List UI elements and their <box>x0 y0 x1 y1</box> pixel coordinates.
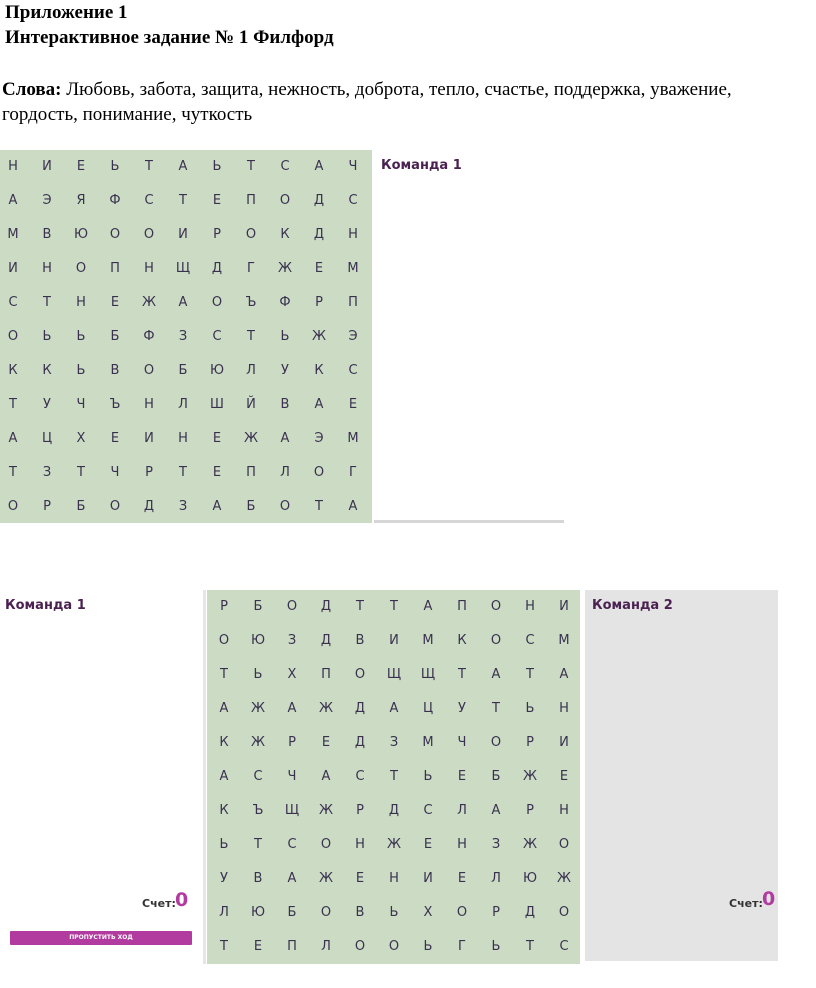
grid-letter-cell[interactable]: Н <box>525 599 535 614</box>
grid-letter-cell[interactable]: Д <box>388 803 400 818</box>
grid-letter-cell[interactable]: А <box>178 159 188 174</box>
grid-letter-cell[interactable]: А <box>178 295 188 310</box>
grid-letter-cell[interactable]: З <box>491 837 501 852</box>
grid-letter-cell[interactable]: Ъ <box>109 397 121 412</box>
grid-letter-cell[interactable]: П <box>457 599 467 614</box>
grid-letter-cell[interactable]: Т <box>43 295 51 310</box>
grid-letter-cell[interactable]: Ь <box>423 939 433 954</box>
grid-letter-cell[interactable]: Ж <box>556 871 571 886</box>
grid-letter-cell[interactable]: М <box>422 633 434 648</box>
grid-letter-cell[interactable]: Ч <box>76 397 86 412</box>
grid-letter-cell[interactable]: А <box>423 599 433 614</box>
grid-letter-cell[interactable]: Н <box>144 261 154 276</box>
grid-letter-cell[interactable]: Р <box>315 295 323 310</box>
grid-letter-cell[interactable]: Е <box>212 431 222 446</box>
grid-letter-cell[interactable]: Т <box>526 667 534 682</box>
grid-letter-cell[interactable]: Н <box>559 701 569 716</box>
grid-letter-cell[interactable]: З <box>287 633 297 648</box>
grid-letter-cell[interactable]: Ю <box>209 363 225 378</box>
grid-letter-cell[interactable]: Е <box>76 159 86 174</box>
grid-letter-cell[interactable]: О <box>456 905 468 920</box>
grid-letter-cell[interactable]: Е <box>110 295 120 310</box>
grid-letter-cell[interactable]: Ь <box>280 329 290 344</box>
grid-letter-cell[interactable]: Р <box>356 803 364 818</box>
grid-letter-cell[interactable]: Р <box>220 599 228 614</box>
grid-letter-cell[interactable]: Е <box>253 939 263 954</box>
grid-letter-cell[interactable]: Ь <box>76 363 86 378</box>
grid-letter-cell[interactable]: Ь <box>491 939 501 954</box>
grid-letter-cell[interactable]: К <box>457 633 467 648</box>
grid-letter-cell[interactable]: Б <box>287 905 297 920</box>
grid-letter-cell[interactable]: А <box>389 701 399 716</box>
grid-letter-cell[interactable]: У <box>43 397 51 412</box>
grid-letter-cell[interactable]: В <box>355 905 365 920</box>
grid-letter-cell[interactable]: Л <box>457 803 467 818</box>
grid-letter-cell[interactable]: У <box>281 363 289 378</box>
grid-letter-cell[interactable]: С <box>355 769 365 784</box>
grid-letter-cell[interactable]: Т <box>526 939 534 954</box>
grid-letter-cell[interactable]: Е <box>457 769 467 784</box>
grid-letter-cell[interactable]: К <box>314 363 324 378</box>
grid-letter-cell[interactable]: Ж <box>318 701 333 716</box>
grid-letter-cell[interactable]: Э <box>314 431 324 446</box>
grid-letter-cell[interactable]: А <box>287 701 297 716</box>
skip-turn-button[interactable]: ПРОПУСТИТЬ ХОД <box>10 931 192 945</box>
grid-letter-cell[interactable]: Ж <box>141 295 156 310</box>
grid-letter-cell[interactable]: У <box>458 701 466 716</box>
grid-letter-cell[interactable]: Х <box>76 431 86 446</box>
grid-letter-cell[interactable]: Ь <box>525 701 535 716</box>
grid-letter-cell[interactable]: Л <box>280 465 290 480</box>
grid-letter-cell[interactable]: О <box>354 667 366 682</box>
grid-letter-cell[interactable]: О <box>245 227 257 242</box>
grid-letter-cell[interactable]: К <box>219 803 229 818</box>
grid-letter-cell[interactable]: Ь <box>253 667 263 682</box>
grid-letter-cell[interactable]: Х <box>287 667 297 682</box>
grid-letter-cell[interactable]: Н <box>178 431 188 446</box>
grid-letter-cell[interactable]: О <box>388 939 400 954</box>
grid-letter-cell[interactable]: Е <box>423 837 433 852</box>
grid-letter-cell[interactable]: Р <box>526 803 534 818</box>
grid-letter-cell[interactable]: З <box>178 499 188 514</box>
grid-letter-cell[interactable]: Ъ <box>252 803 264 818</box>
grid-letter-cell[interactable]: И <box>423 871 433 886</box>
grid-letter-cell[interactable]: Ж <box>311 329 326 344</box>
grid-letter-cell[interactable]: С <box>8 295 18 310</box>
grid-letter-cell[interactable]: Д <box>320 633 332 648</box>
grid-letter-cell[interactable]: Ж <box>318 803 333 818</box>
grid-letter-cell[interactable]: Ь <box>42 329 52 344</box>
grid-letter-cell[interactable]: Т <box>356 599 364 614</box>
grid-letter-cell[interactable]: Т <box>390 599 398 614</box>
grid-letter-cell[interactable]: С <box>525 633 535 648</box>
grid-letter-cell[interactable]: Ж <box>522 837 537 852</box>
grid-letter-cell[interactable]: Б <box>253 599 263 614</box>
grid-letter-cell[interactable]: О <box>313 465 325 480</box>
grid-letter-cell[interactable]: А <box>314 397 324 412</box>
grid-letter-cell[interactable]: Л <box>219 905 229 920</box>
team-1-title: Команда 1 <box>5 598 86 613</box>
grid-letter-cell[interactable]: Г <box>458 939 466 954</box>
grid-letter-cell[interactable]: С <box>423 803 433 818</box>
grid-letter-cell[interactable]: Т <box>145 159 153 174</box>
word-list <box>2 77 802 127</box>
grid-letter-cell[interactable]: Ю <box>522 871 538 886</box>
grid-letter-cell[interactable]: Б <box>491 769 501 784</box>
team-1-score: 0 <box>175 889 189 911</box>
grid-letter-cell[interactable]: М <box>558 633 570 648</box>
grid-letter-cell[interactable]: И <box>559 599 569 614</box>
grid-letter-cell[interactable]: Д <box>524 905 536 920</box>
grid-letter-cell[interactable]: Д <box>313 193 325 208</box>
grid-letter-cell[interactable]: Л <box>178 397 188 412</box>
grid-letter-cell[interactable]: М <box>7 227 19 242</box>
grid-letter-cell[interactable]: О <box>286 599 298 614</box>
grid-letter-cell[interactable]: А <box>219 769 229 784</box>
grid-letter-cell[interactable]: Т <box>9 465 17 480</box>
grid-letter-cell[interactable]: Р <box>43 499 51 514</box>
grid-letter-cell[interactable]: Т <box>220 667 228 682</box>
grid-letter-cell[interactable]: Ч <box>457 735 467 750</box>
grid-letter-cell[interactable]: Э <box>42 193 52 208</box>
grid-letter-cell[interactable]: Д <box>211 261 223 276</box>
grid-letter-cell[interactable]: Т <box>9 397 17 412</box>
grid-letter-cell[interactable]: А <box>321 769 331 784</box>
grid-letter-cell[interactable]: Е <box>321 735 331 750</box>
grid-letter-cell[interactable]: П <box>287 939 297 954</box>
grid-letter-cell[interactable]: Ь <box>212 159 222 174</box>
grid-letter-cell[interactable]: П <box>348 295 358 310</box>
grid-letter-cell[interactable]: О <box>279 499 291 514</box>
grid-letter-cell[interactable]: Л <box>491 871 501 886</box>
grid-letter-cell[interactable]: А <box>8 431 18 446</box>
grid-letter-cell[interactable]: Д <box>354 735 366 750</box>
grid-letter-cell[interactable]: Р <box>213 227 221 242</box>
grid-letter-cell[interactable]: И <box>559 735 569 750</box>
grid-letter-cell[interactable]: О <box>109 227 121 242</box>
grid-letter-cell[interactable]: А <box>8 193 18 208</box>
letter-grid-1 <box>0 150 372 523</box>
grid-letter-cell[interactable]: П <box>246 193 256 208</box>
grid-letter-cell[interactable]: А <box>348 499 358 514</box>
grid-letter-cell[interactable]: С <box>144 193 154 208</box>
grid-letter-cell[interactable]: О <box>143 227 155 242</box>
appendix-title: Приложение 1 <box>5 2 128 23</box>
grid-letter-cell[interactable]: Г <box>247 261 255 276</box>
grid-letter-cell[interactable]: О <box>490 735 502 750</box>
grid-letter-cell[interactable]: О <box>558 905 570 920</box>
grid-letter-cell[interactable]: Я <box>76 193 86 208</box>
grid-letter-cell[interactable]: Е <box>110 431 120 446</box>
grid-letter-cell[interactable]: Л <box>246 363 256 378</box>
grid-letter-cell[interactable]: И <box>144 431 154 446</box>
grid-letter-cell[interactable]: В <box>355 633 365 648</box>
grid-letter-cell[interactable]: Д <box>143 499 155 514</box>
panel-divider <box>374 520 564 523</box>
grid-letter-cell[interactable]: О <box>320 837 332 852</box>
grid-letter-cell[interactable]: Н <box>8 159 18 174</box>
grid-letter-cell[interactable]: З <box>42 465 52 480</box>
grid-letter-cell[interactable]: А <box>314 159 324 174</box>
grid-letter-cell[interactable]: Ж <box>250 735 265 750</box>
grid-letter-cell[interactable]: Т <box>458 667 466 682</box>
grid-letter-cell[interactable]: Ч <box>110 465 120 480</box>
grid-letter-cell[interactable]: О <box>558 837 570 852</box>
grid-letter-cell[interactable]: С <box>280 159 290 174</box>
grid-letter-cell[interactable]: П <box>110 261 120 276</box>
grid-letter-cell[interactable]: Н <box>42 261 52 276</box>
grid-letter-cell[interactable]: М <box>347 431 359 446</box>
grid-letter-cell[interactable]: З <box>389 735 399 750</box>
grid-letter-cell[interactable]: М <box>422 735 434 750</box>
grid-letter-cell[interactable]: Ж <box>250 701 265 716</box>
grid-letter-cell[interactable]: А <box>559 667 569 682</box>
team-panel-1 <box>374 150 564 521</box>
grid-letter-cell[interactable]: Х <box>423 905 433 920</box>
grid-letter-cell[interactable]: Е <box>355 871 365 886</box>
grid-letter-cell[interactable]: О <box>143 363 155 378</box>
grid-letter-cell[interactable]: И <box>42 159 52 174</box>
grid-letter-cell[interactable]: П <box>321 667 331 682</box>
grid-letter-cell[interactable]: Щ <box>175 261 191 276</box>
grid-letter-cell[interactable]: К <box>8 363 18 378</box>
grid-letter-cell[interactable]: Щ <box>420 667 436 682</box>
grid-letter-cell[interactable]: В <box>280 397 290 412</box>
grid-letter-cell[interactable]: Ь <box>76 329 86 344</box>
grid-letter-cell[interactable]: Т <box>179 465 187 480</box>
grid-letter-cell[interactable]: К <box>42 363 52 378</box>
grid-letter-cell[interactable]: Е <box>348 397 358 412</box>
grid-letter-cell[interactable]: У <box>220 871 228 886</box>
grid-letter-cell[interactable]: О <box>211 295 223 310</box>
grid-letter-cell[interactable]: Т <box>247 329 255 344</box>
grid-letter-cell[interactable]: Ю <box>73 227 89 242</box>
grid-letter-cell[interactable]: Т <box>315 499 323 514</box>
grid-letter-cell[interactable]: Н <box>76 295 86 310</box>
task-title: Интерактивное задание № 1 Филфорд <box>5 27 334 48</box>
team-2-title: Команда 2 <box>592 598 673 613</box>
grid-letter-cell[interactable]: Р <box>288 735 296 750</box>
grid-letter-cell[interactable]: В <box>253 871 263 886</box>
grid-letter-cell[interactable]: А <box>491 803 501 818</box>
grid-letter-cell[interactable]: Н <box>457 837 467 852</box>
grid-letter-cell[interactable]: В <box>42 227 52 242</box>
grid-letter-cell[interactable]: Е <box>212 193 222 208</box>
grid-letter-cell[interactable]: А <box>491 667 501 682</box>
grid-letter-cell[interactable]: Э <box>348 329 358 344</box>
grid-letter-cell[interactable]: Й <box>246 397 256 412</box>
grid-letter-cell[interactable]: С <box>212 329 222 344</box>
grid-letter-cell[interactable]: А <box>212 499 222 514</box>
grid-letter-cell[interactable]: Е <box>314 261 324 276</box>
grid-letter-cell[interactable]: О <box>279 193 291 208</box>
grid-letter-cell[interactable]: С <box>559 939 569 954</box>
grid-letter-cell[interactable]: Ф <box>143 329 155 344</box>
grid-letter-cell[interactable]: О <box>490 633 502 648</box>
grid-letter-cell[interactable]: О <box>320 905 332 920</box>
grid-letter-cell[interactable]: К <box>219 735 229 750</box>
grid-letter-cell[interactable]: Г <box>349 465 357 480</box>
team-2-score: 0 <box>762 888 776 910</box>
grid-letter-cell[interactable]: Н <box>144 397 154 412</box>
grid-letter-cell[interactable]: Е <box>457 871 467 886</box>
grid-letter-cell[interactable]: Щ <box>284 803 300 818</box>
team-1-title: Команда 1 <box>381 158 462 173</box>
grid-letter-cell[interactable]: Н <box>348 227 358 242</box>
grid-letter-cell[interactable]: М <box>347 261 359 276</box>
grid-letter-cell[interactable]: Т <box>390 769 398 784</box>
grid-letter-cell[interactable]: Ж <box>522 769 537 784</box>
grid-letter-cell[interactable]: Б <box>76 499 86 514</box>
grid-letter-cell[interactable]: Ж <box>318 871 333 886</box>
grid-letter-cell[interactable]: Р <box>526 735 534 750</box>
grid-letter-cell[interactable]: Ж <box>277 261 292 276</box>
grid-letter-cell[interactable]: Т <box>220 939 228 954</box>
grid-letter-cell[interactable]: Д <box>320 599 332 614</box>
grid-letter-cell[interactable]: П <box>246 465 256 480</box>
grid-letter-cell[interactable]: Ч <box>348 159 358 174</box>
grid-letter-cell[interactable]: Ю <box>250 905 266 920</box>
grid-letter-cell[interactable]: В <box>110 363 120 378</box>
grid-letter-cell[interactable]: Б <box>110 329 120 344</box>
grid-letter-cell[interactable]: Н <box>559 803 569 818</box>
grid-letter-cell[interactable]: С <box>253 769 263 784</box>
grid-letter-cell[interactable]: О <box>75 261 87 276</box>
grid-letter-cell[interactable]: Р <box>145 465 153 480</box>
grid-letter-cell[interactable]: О <box>7 329 19 344</box>
grid-letter-cell[interactable]: Ч <box>287 769 297 784</box>
grid-letter-cell[interactable]: Ф <box>109 193 121 208</box>
grid-letter-cell[interactable]: Ь <box>423 769 433 784</box>
letter-grid-2 <box>207 590 580 964</box>
grid-letter-cell[interactable]: З <box>178 329 188 344</box>
grid-letter-cell[interactable]: Ж <box>386 837 401 852</box>
grid-letter-cell[interactable]: Т <box>247 159 255 174</box>
grid-letter-cell[interactable]: И <box>8 261 18 276</box>
grid-letter-cell[interactable]: Щ <box>386 667 402 682</box>
grid-letter-cell[interactable]: О <box>7 499 19 514</box>
grid-letter-cell[interactable]: Д <box>313 227 325 242</box>
grid-letter-cell[interactable]: Ю <box>250 633 266 648</box>
grid-letter-cell[interactable]: Н <box>355 837 365 852</box>
grid-letter-cell[interactable]: Т <box>77 465 85 480</box>
grid-letter-cell[interactable]: Ш <box>210 397 224 412</box>
grid-letter-cell[interactable]: С <box>287 837 297 852</box>
grid-letter-cell[interactable]: Ъ <box>245 295 257 310</box>
grid-letter-cell[interactable]: Е <box>212 465 222 480</box>
grid-letter-cell[interactable]: Ь <box>219 837 229 852</box>
grid-letter-cell[interactable]: Ь <box>389 905 399 920</box>
grid-letter-cell[interactable]: И <box>389 633 399 648</box>
grid-letter-cell[interactable]: А <box>280 431 290 446</box>
grid-letter-cell[interactable]: О <box>218 633 230 648</box>
grid-letter-cell[interactable]: Ц <box>41 431 53 446</box>
grid-letter-cell[interactable]: А <box>287 871 297 886</box>
grid-letter-cell[interactable]: Б <box>178 363 188 378</box>
grid-letter-cell[interactable]: Т <box>492 701 500 716</box>
panel-divider <box>203 590 206 964</box>
grid-letter-cell[interactable]: Ж <box>243 431 258 446</box>
grid-letter-cell[interactable]: И <box>178 227 188 242</box>
grid-letter-cell[interactable]: Б <box>246 499 256 514</box>
grid-letter-cell[interactable]: С <box>348 363 358 378</box>
grid-letter-cell[interactable]: К <box>280 227 290 242</box>
word-list-text: Любовь, забота, защита, нежность, доброта, тепло, счастье, поддержка, уважение, гордость, понимание, чуткость <box>2 79 732 125</box>
grid-letter-cell[interactable]: Т <box>179 193 187 208</box>
grid-letter-cell[interactable]: Ь <box>110 159 120 174</box>
grid-letter-cell[interactable]: Т <box>254 837 262 852</box>
grid-letter-cell[interactable]: Д <box>354 701 366 716</box>
grid-letter-cell[interactable]: А <box>219 701 229 716</box>
grid-letter-cell[interactable]: Е <box>559 769 569 784</box>
grid-letter-cell[interactable]: Ц <box>422 701 434 716</box>
team-1-score-label: Счет: <box>142 897 176 910</box>
grid-letter-cell[interactable]: О <box>354 939 366 954</box>
team-2-score-label: Счет: <box>729 897 763 910</box>
grid-letter-cell[interactable]: Р <box>492 905 500 920</box>
grid-letter-cell[interactable]: О <box>490 599 502 614</box>
grid-letter-cell[interactable]: Ф <box>279 295 291 310</box>
grid-letter-cell[interactable]: Л <box>321 939 331 954</box>
grid-letter-cell[interactable]: Н <box>389 871 399 886</box>
grid-letter-cell[interactable]: С <box>348 193 358 208</box>
word-list-label: Слова: <box>2 79 62 100</box>
grid-letter-cell[interactable]: О <box>109 499 121 514</box>
